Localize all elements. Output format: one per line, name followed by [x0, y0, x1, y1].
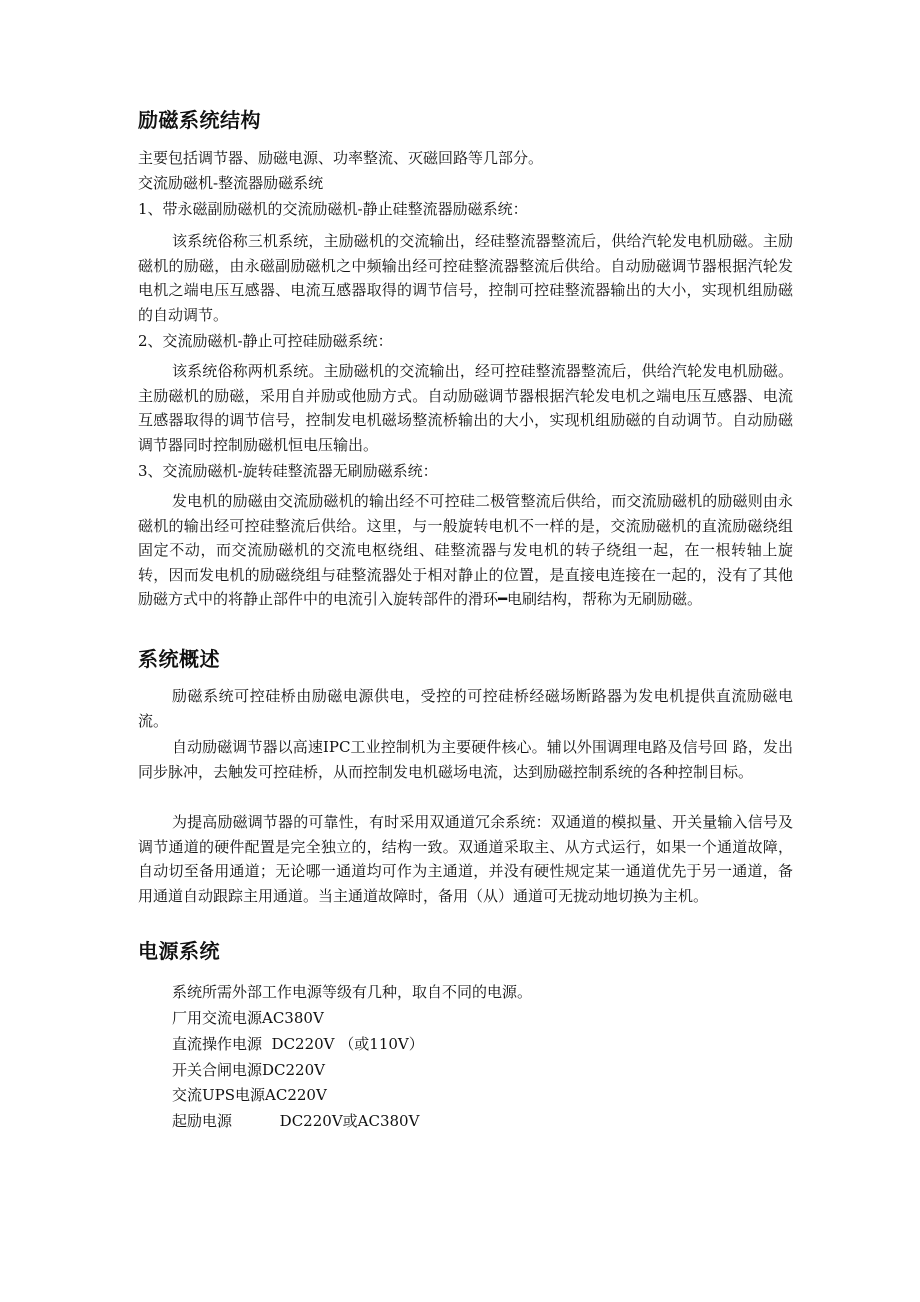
power-item-ups: 交流UPS电源AC220V — [172, 1086, 327, 1104]
section-title-structure: 励磁系统结构 — [138, 108, 261, 132]
overview-p3: 为提高励磁调节器的可靠性，有时采用双通道冗余系统：双通道的模拟量、开关量输入信号及调节通道的硬件配置是完全独立的，结构一致。双通道采取主、从方式运行，如果一个通道故障，自动切至备用通道；无论哪一通道均可作为主通道，并没有硬性规定某一通道优先于另一通道，备用通道自动跟踪主用通道。当主通道故障时，备用（从）通道可无拢动地切换为主机。 — [138, 813, 793, 905]
structure-intro: 主要包括调节器、励磁电源、功率整流、灭磁回路等几部分。 — [138, 149, 544, 167]
power-intro: 系统所需外部工作电源等级有几种，取自不同的电源。 — [172, 983, 533, 1001]
item2-title: 2、交流励磁机-静止可控硅励磁系统： — [138, 332, 393, 350]
structure-subtitle: 交流励磁机-整流器励磁系统 — [138, 174, 324, 192]
section-title-power: 电源系统 — [138, 939, 220, 963]
power-item-closing: 开关合闸电源DC220V — [172, 1061, 325, 1079]
item2-body: 该系统俗称两机系统。主励磁机的交流输出，经可控硅整流器整流后，供给汽轮发电机励磁。主励磁机的励磁，采用自并励或他励方式。自动励磁调节器根据汽轮发电机之端电压互感器、电流互感器取得的调节信号，控制发电机磁场整流桥输出的大小，实现机组励磁的自动调节。自动励磁调节器同时控制励磁机恒电压输出。 — [138, 362, 793, 454]
item1-body: 该系统俗称三机系统，主励磁机的交流输出，经硅整流器整流后，供给汽轮发电机励磁。主励磁机的励磁，由永磁副励磁机之中频输出经可控硅整流器整流后供给。自动励磁调节器根据汽轮发电机之端电压互感器、电流互感器取得的调节信号，控制可控硅整流器输出的大小，实现机组励磁的自动调节。 — [138, 232, 793, 324]
overview-p2: 自动励磁调节器以高速IPC工业控制机为主要硬件核心。辅以外围调理电路及信号回 路，发出同步脉冲，去触发可控硅桥，从而控制发电机磁场电流，达到励磁控制系统的各种控制目标。 — [138, 738, 793, 781]
power-item-ac380: 厂用交流电源AC380V — [172, 1009, 324, 1027]
overview-p1: 励磁系统可控硅桥由励磁电源供电，受控的可控硅桥经磁场断路器为发电机提供直流励磁电流。 — [138, 687, 793, 730]
item3-title: 3、交流励磁机-旋转硅整流器无刷励磁系统： — [138, 462, 438, 480]
section-title-overview: 系统概述 — [138, 647, 220, 671]
power-item-excitation: 起励电源 DC220V或AC380V — [172, 1112, 420, 1130]
item3-body: 发电机的励磁由交流励磁机的输出经不可控硅二极管整流后供给，而交流励磁机的励磁则由永磁机的输出经可控硅整流后供给。这里，与一般旋转电机不一样的是，交流励磁机的直流励磁绕组固定不动，而交流励磁机的交流电枢绕组、硅整流器与发电机的转子绕组一起，在一根转轴上旋转，因而发电机的励磁绕组与硅整流器处于相对静止的位置，是直接电连接在一起的，没有了其他励磁方式中的将静止部件中的电流引入旋转部件的滑环━电刷结构，帮称为无刷励磁。 — [138, 492, 793, 608]
power-item-dc-operation: 直流操作电源 DC220V （或110V） — [172, 1035, 424, 1053]
item1-title: 1、带永磁副励磁机的交流励磁机-静止硅整流器励磁系统： — [138, 200, 528, 218]
